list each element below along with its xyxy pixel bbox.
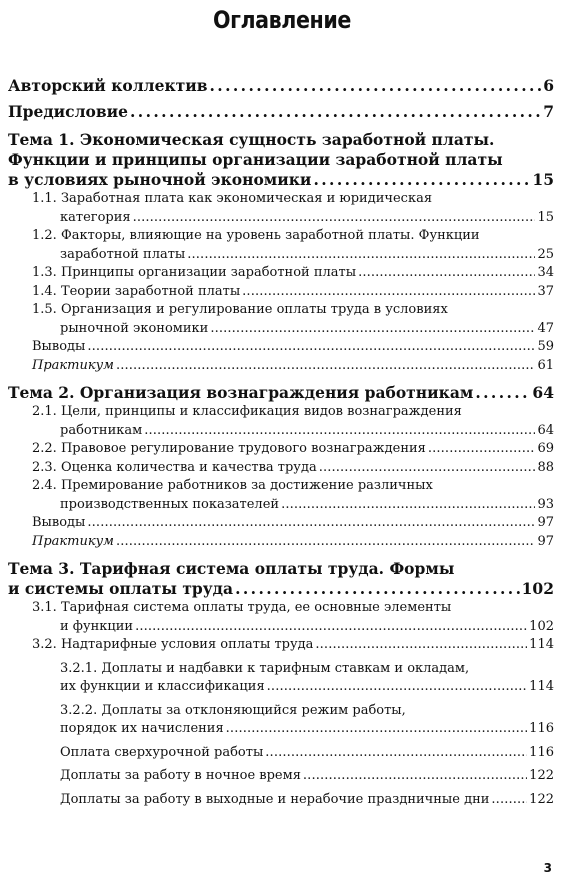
entry-text: порядок их начисления: [60, 721, 224, 736]
leader-dots: [265, 744, 527, 763]
entry-page: 15: [532, 170, 554, 189]
entry-text: и системы оплаты труда: [8, 579, 234, 598]
entry-text: 3.2. Надтарифные условия оплаты труда: [32, 637, 314, 652]
entry-text: 1.4. Теории заработной платы: [32, 283, 241, 299]
toc-entry-2-3[interactable]: [8, 459, 554, 478]
toc-entry-3-2[interactable]: [8, 636, 554, 655]
toc-entry-authors[interactable]: [8, 76, 554, 96]
entry-page: 6: [543, 76, 554, 95]
leader-dots: [116, 357, 535, 376]
leader-dots: [187, 246, 535, 265]
entry-text: в условиях рыночной экономики: [8, 170, 312, 189]
entry-text-line: 3.2.1. Доплаты и надбавки к тарифным ставкам и окладам,: [60, 660, 470, 676]
entry-text-line: 2.1. Цели, принципы и классификация видов вознаграждения: [32, 404, 462, 419]
entry-page: 122: [529, 768, 554, 783]
entry-page: 34: [537, 265, 554, 280]
toc-entry-holiday-work[interactable]: [8, 791, 554, 810]
entry-page: 61: [537, 357, 554, 373]
entry-text-line: Тема 3. Тарифная система оплаты труда. Формы: [8, 559, 455, 578]
entry-page: 15: [537, 209, 554, 225]
entry-text: Тема 2. Организация вознаграждения работникам: [8, 383, 474, 402]
entry-text: рыночной экономики: [60, 320, 209, 336]
toc-entry-topic-2[interactable]: [8, 383, 554, 403]
entry-text: 2.3. Оценка количества и качества труда: [32, 459, 317, 475]
toc-entry-1-2[interactable]: [8, 227, 554, 264]
entry-text: Практикум: [32, 533, 114, 549]
entry-page: 7: [543, 102, 554, 121]
leader-dots: [303, 767, 527, 786]
entry-page: 97: [537, 533, 554, 549]
entry-text: Доплаты за работу в выходные и нерабочие праздничные дни: [60, 791, 490, 807]
entry-page: 93: [537, 496, 554, 512]
leader-dots: [319, 459, 536, 478]
entry-text: Оплата сверхурочной работы: [60, 744, 264, 760]
toc-entry-night-work[interactable]: [8, 767, 554, 786]
entry-page: 64: [537, 422, 554, 438]
entry-page: 88: [537, 459, 554, 475]
entry-page: 69: [537, 441, 554, 456]
entry-text-line: 1.2. Факторы, влияющие на уровень заработной платы. Функции: [32, 228, 480, 243]
leader-dots: [133, 209, 536, 228]
entry-page: 64: [532, 383, 554, 402]
entry-page: 114: [529, 679, 554, 694]
toc-entry-3-2-1[interactable]: [8, 660, 554, 697]
entry-text: их функции и классификация: [60, 679, 265, 694]
entry-text-line: 1.1. Заработная плата как экономическая и юридическая: [32, 191, 433, 206]
leader-dots: [116, 533, 535, 552]
entry-page: 25: [537, 246, 554, 262]
entry-text-line: Тема 1. Экономическая сущность заработной платы.: [8, 130, 495, 149]
entry-page: 59: [537, 339, 554, 354]
toc-entry-topic-3[interactable]: [8, 559, 554, 599]
leader-dots: [87, 514, 535, 533]
entry-page: 114: [529, 637, 554, 652]
leader-dots: [267, 678, 528, 697]
entry-text: 2.2. Правовое регулирование трудового вознаграждения: [32, 441, 426, 456]
entry-text: работникам: [60, 422, 143, 438]
leader-dots: [242, 283, 535, 302]
entry-text-line: 3.2.2. Доплаты за отклоняющийся режим работы,: [60, 702, 406, 718]
leader-dots: [428, 440, 536, 459]
entry-text: заработной платы: [60, 246, 186, 262]
leader-dots: [210, 320, 535, 339]
entry-text: и функции: [60, 618, 134, 634]
toc-entry-2-practicum[interactable]: [8, 533, 554, 552]
entry-text: категория: [60, 209, 131, 225]
entry-page: 122: [529, 791, 554, 807]
toc-entry-2-4[interactable]: [8, 477, 554, 514]
leader-dots: [313, 170, 530, 190]
entry-page: 37: [537, 283, 554, 299]
toc-entry-3-2-2[interactable]: [8, 702, 554, 739]
leader-dots: [315, 636, 527, 655]
leader-dots: [475, 383, 530, 403]
toc-entry-2-conclusions[interactable]: [8, 514, 554, 533]
toc-entry-preface[interactable]: [8, 102, 554, 122]
entry-text: Авторский коллектив: [8, 76, 208, 95]
leader-dots: [491, 791, 527, 810]
toc-entry-topic-1[interactable]: [8, 130, 554, 190]
table-of-contents: [8, 76, 554, 809]
entry-page: 47: [537, 320, 554, 336]
toc-entry-3-1[interactable]: [8, 599, 554, 636]
toc-entry-1-conclusions[interactable]: [8, 338, 554, 357]
leader-dots: [210, 76, 542, 96]
entry-text: производственных показателей: [60, 496, 280, 512]
leader-dots: [144, 422, 535, 441]
entry-text: 1.3. Принципы организации заработной платы: [32, 265, 357, 280]
entry-text: Доплаты за работу в ночное время: [60, 768, 301, 783]
leader-dots: [135, 618, 527, 637]
entry-page: 97: [537, 515, 554, 530]
entry-text-line: 2.4. Премирование работников за достижение различных: [32, 478, 433, 493]
entry-text-line: 3.1. Тарифная система оплаты труда, ее основные элементы: [32, 600, 452, 615]
entry-text: Предисловие: [8, 102, 128, 121]
page-title: Оглавление: [213, 6, 351, 34]
leader-dots: [235, 579, 520, 599]
toc-entry-1-practicum[interactable]: [8, 357, 554, 376]
leader-dots: [281, 496, 535, 515]
toc-entry-1-3[interactable]: [8, 264, 554, 283]
entry-text-line: 1.5. Организация и регулирование оплаты труда в условиях: [32, 302, 448, 317]
leader-dots: [130, 102, 541, 122]
toc-entry-overtime[interactable]: [8, 744, 554, 763]
entry-text-line: Функции и принципы организации заработной платы: [8, 150, 503, 169]
toc-entry-1-5[interactable]: [8, 301, 554, 338]
toc-entry-1-4[interactable]: [8, 283, 554, 302]
entry-text: Выводы: [32, 515, 86, 530]
toc-entry-1-1[interactable]: [8, 190, 554, 227]
entry-page: 102: [529, 618, 554, 634]
entry-page: 116: [529, 744, 554, 760]
entry-page: 116: [529, 721, 554, 736]
leader-dots: [358, 264, 535, 283]
leader-dots: [226, 720, 528, 739]
toc-entry-2-2[interactable]: [8, 440, 554, 459]
page-number: 3: [543, 861, 552, 875]
leader-dots: [87, 338, 535, 357]
entry-text: Практикум: [32, 357, 114, 373]
entry-text: Выводы: [32, 339, 86, 354]
toc-entry-2-1[interactable]: [8, 403, 554, 440]
entry-page: 102: [521, 579, 554, 598]
